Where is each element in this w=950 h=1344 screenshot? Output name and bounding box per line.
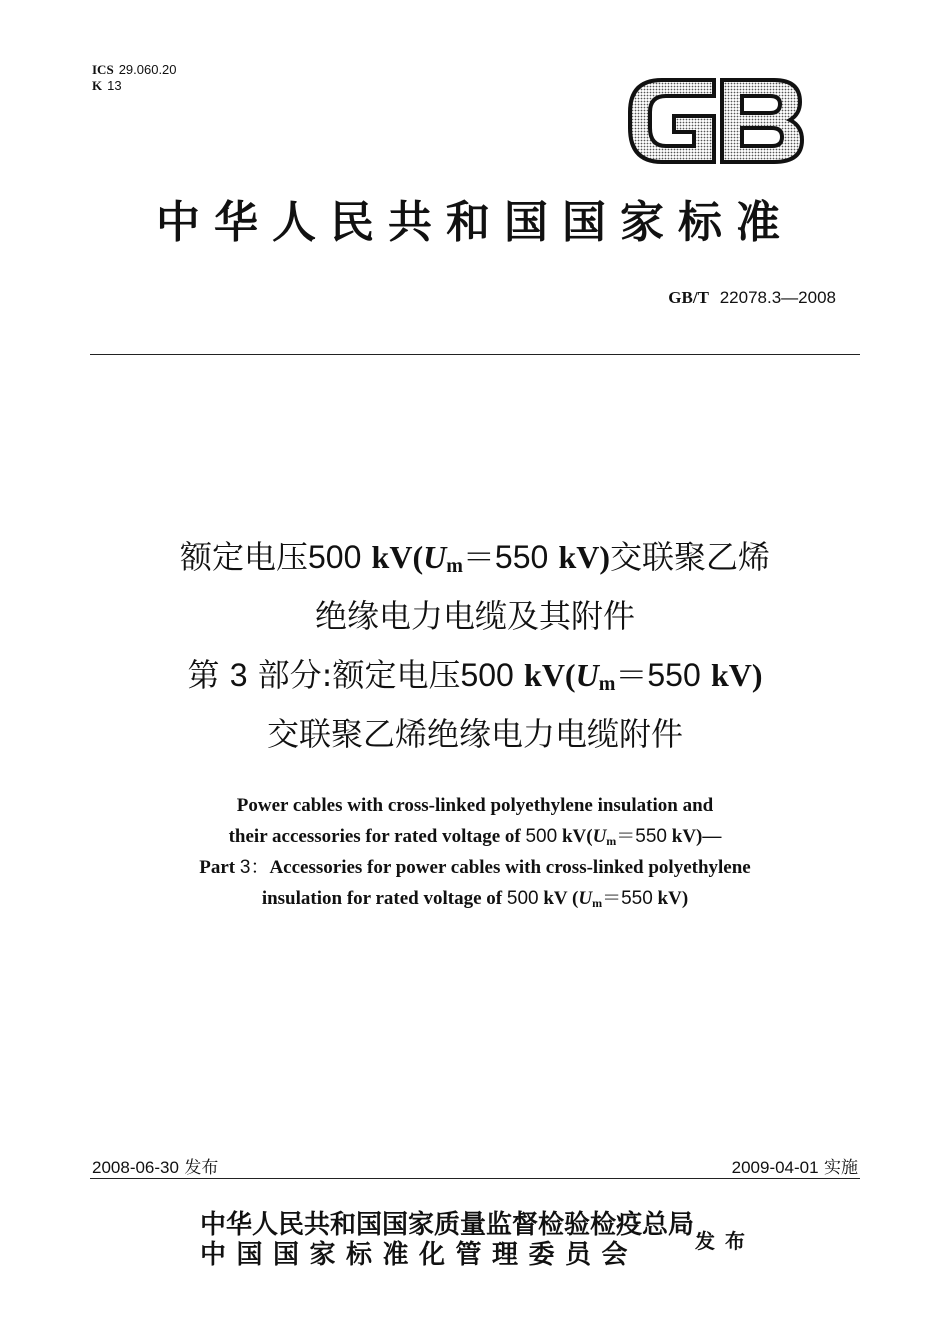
implementation-date-label: 实施 [824, 1158, 858, 1178]
cn-title-text: 部分:额定电压 [257, 656, 461, 694]
national-standard-title: 中华人民共和国国家标准 [156, 197, 794, 248]
footer-divider [90, 1178, 860, 1179]
unit-text: kV)— [671, 826, 722, 847]
issue-date-value: 2008-06-30 [92, 1158, 179, 1177]
issuer-aqsiq: 中华人民共和国国家质量监督检验检疫总局 [200, 1210, 695, 1240]
ccs-code-line [92, 78, 177, 94]
cn-title-line-4: 交联聚乙烯绝缘电力电缆附件 [266, 715, 683, 753]
unit-text: kV) [710, 657, 763, 693]
voltage-value: 500 [525, 826, 558, 847]
en-title-line-2 [60, 825, 890, 853]
ics-code-line [92, 62, 177, 78]
ccs-label: K [92, 78, 103, 93]
subscript-m: m [606, 834, 617, 848]
equals-sign: ＝ [615, 656, 648, 694]
en-title-text: their accessories for rated voltage of [228, 826, 521, 847]
subscript-m: m [592, 896, 603, 910]
voltage-value: ＝550 [616, 826, 667, 847]
symbol-u: U [592, 826, 607, 847]
standard-number-value: 22078.3—2008 [719, 288, 836, 307]
issue-date [92, 1153, 218, 1178]
en-title-text: Part [199, 857, 236, 878]
unit-text: kV( [371, 539, 424, 575]
header-divider [90, 354, 860, 355]
unit-text: kV) [558, 539, 611, 575]
cn-title-line-2: 绝缘电力电缆及其附件 [314, 597, 635, 635]
voltage-value: 500 [460, 657, 514, 693]
voltage-value: 500 [506, 888, 539, 909]
en-title-text: Accessories for power cables with cross-linked polyethylene [269, 857, 751, 878]
subscript-m: m [446, 555, 463, 577]
symbol-u: U [578, 888, 593, 909]
cn-title-line-1 [40, 537, 910, 586]
part-number: 3： [239, 857, 270, 878]
en-title-text: insulation for rated voltage of [261, 888, 503, 909]
ccs-code: 13 [107, 78, 122, 93]
unit-text: kV) [657, 888, 689, 909]
cn-title-text: 第 [187, 656, 220, 694]
cn-title-text: 额定电压 [179, 538, 308, 576]
gb-logo [622, 70, 810, 170]
issued-by-label: 发布 [695, 1229, 755, 1253]
cn-title-text: 交联聚乙烯 [610, 538, 771, 576]
implementation-date-value: 2009-04-01 [731, 1158, 819, 1177]
ics-label: ICS [92, 62, 114, 77]
en-title-line-4 [60, 887, 890, 915]
part-number: 3 [229, 657, 248, 693]
standard-number-prefix: GB/T [668, 288, 709, 307]
unit-text: kV ( [543, 888, 579, 909]
implementation-date [732, 1153, 858, 1178]
en-title-line-3 [60, 856, 890, 880]
classification-codes [92, 62, 177, 94]
voltage-value: 550 [494, 539, 549, 575]
cn-title-line-3 [40, 655, 910, 704]
ics-code: 29.060.20 [118, 62, 177, 77]
symbol-u: U [423, 539, 447, 575]
issuer-sac: 中国国家标准化管理委员会 [200, 1240, 639, 1270]
en-title-line-1: Power cables with cross-linked polyethylene insulation and [236, 795, 714, 816]
voltage-value: ＝550 [602, 888, 653, 909]
subscript-m: m [598, 673, 616, 695]
unit-text: kV( [524, 657, 576, 693]
voltage-value: 550 [647, 657, 701, 693]
voltage-value: 500 [307, 539, 362, 575]
equals-sign: ＝ [462, 538, 495, 576]
symbol-u: U [575, 657, 599, 693]
standard-number [668, 288, 836, 308]
issue-date-label: 发布 [184, 1158, 219, 1178]
unit-text: kV( [561, 826, 593, 847]
